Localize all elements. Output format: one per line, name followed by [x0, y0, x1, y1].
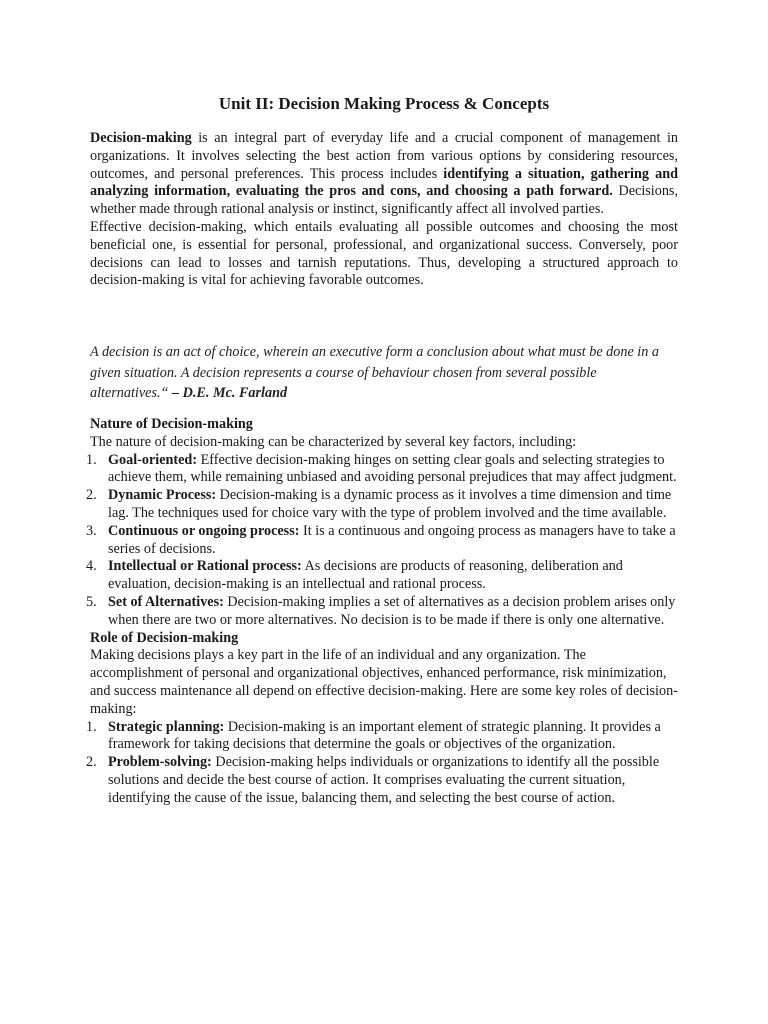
list-item [86, 451, 678, 488]
list-number: 2. [86, 487, 97, 504]
intro-paragraph-2: Effective decision-making, which entails evaluating all possible outcomes and choosing the most beneficial one, is essential for personal, professional, and organizational success. Conversely, poor decisions can lead to losses and tarnish reputations. Thus, developing a structured approach to decision-making is vital for achieving favorable outcomes. [90, 218, 678, 289]
role-intro: Making decisions plays a key part in the life of an individual and any organization. The accomplishment of personal and organizational objectives, enhanced performance, risk minimization, and success maintenance all depend on effective decision-making. Here are some key roles of decision-making: [90, 647, 678, 717]
intro-text-1: is an integral part of everyday life and a crucial component of management in organizations. It involves selecting the best action from various options by considering resources, outcomes, and personal preferences. This process includes [90, 130, 678, 182]
list-item [86, 593, 678, 630]
list-term: Problem-solving: [108, 754, 212, 771]
list-item [86, 754, 678, 807]
list-term: Intellectual or Rational process: [108, 558, 302, 575]
list-number: 1. [86, 718, 97, 735]
intro-process-steps: identifying a situation, gathering and analyzing information, evaluating the pros and cons, and choosing a path forward. [90, 165, 678, 200]
list-term: Set of Alternatives: [108, 593, 224, 610]
list-item [86, 718, 678, 755]
list-term: Strategic planning: [108, 718, 225, 735]
nature-heading: Nature of Decision-making [90, 416, 253, 432]
list-text: It is a continuous and ongoing process as managers have to take a series of decisions. [108, 522, 676, 557]
nature-list [86, 451, 678, 630]
quote-author: – D.E. Mc. Farland [171, 385, 288, 401]
quote-block [90, 342, 678, 404]
list-term: Goal-oriented: [108, 451, 198, 468]
list-number: 1. [86, 451, 97, 468]
quote-text: A decision is an act of choice, wherein an executive form a conclusion about what must be done in a given situation. A decision represents a course of behaviour chosen from several possible alternatives.“ [90, 344, 659, 401]
list-number: 2. [86, 754, 97, 771]
list-text: Decision-making is an important element of strategic planning. It provides a framework for taking decisions that determine the goals or objectives of the organization. [108, 718, 661, 753]
nature-intro: The nature of decision-making can be characterized by several key factors, including: [90, 433, 577, 450]
intro-term: Decision-making [90, 130, 192, 146]
nature-section [86, 416, 678, 808]
list-item [86, 522, 678, 559]
list-number: 3. [86, 522, 97, 539]
role-list [86, 718, 678, 808]
list-term: Dynamic Process: [108, 487, 217, 504]
list-text: Decision-making implies a set of alternatives as a decision problem arises only when there are two or more alternatives. No decision is to be made if there is only one alternative. [108, 593, 676, 628]
intro-section [90, 130, 678, 290]
list-text: As decisions are products of reasoning, deliberation and evaluation, decision-making is an intellectual and rational process. [108, 558, 623, 593]
page-title: Unit II: Decision Making Process & Concepts [218, 94, 550, 113]
list-term: Continuous or ongoing process: [108, 522, 300, 539]
list-item [86, 487, 678, 523]
role-heading: Role of Decision-making [90, 629, 239, 646]
intro-paragraph-1 [90, 130, 678, 219]
list-number: 5. [86, 593, 97, 610]
list-text: Decision-making helps individuals or organizations to identify all the possible solutions and decide the best course of action. It comprises evaluating the current situation, identifying the cause of the issue, balancing them, and selecting the best course of action. [108, 754, 660, 806]
list-text: Decision-making is a dynamic process as it involves a time dimension and time lag. The techniques used for choice vary with the type of problem involved and the time available. [108, 487, 672, 521]
intro-text-2: Decisions, whether made through rational analysis or instinct, significantly affect all involved parties. [90, 183, 678, 218]
list-number: 4. [86, 558, 97, 575]
list-text: Effective decision-making hinges on setting clear goals and selecting strategies to achieve them, while remaining unbiased and avoiding personal prejudices that may affect judgment. [108, 451, 677, 486]
list-item [86, 558, 678, 594]
